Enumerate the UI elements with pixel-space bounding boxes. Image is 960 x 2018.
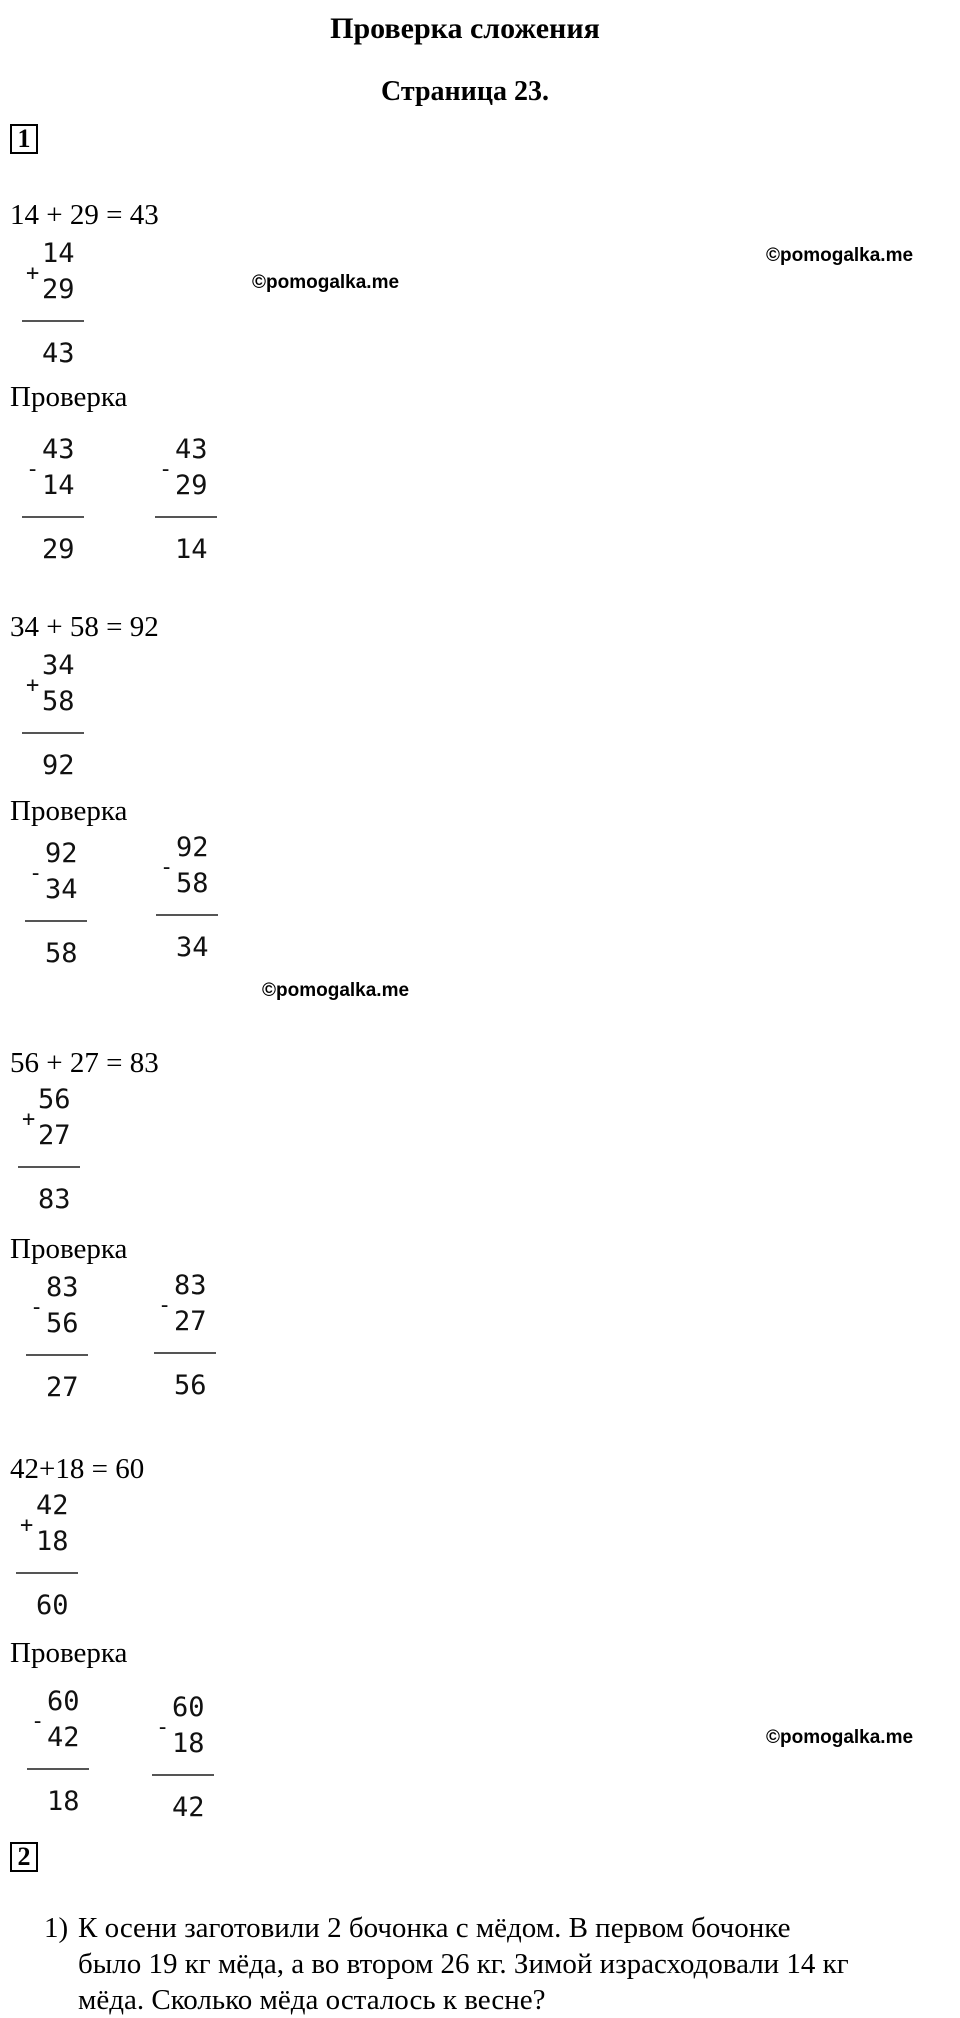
column-subtraction — [152, 1692, 232, 1824]
subtrahend: 29 — [175, 470, 208, 501]
operator: + — [26, 261, 40, 286]
minuend: 43 — [175, 434, 208, 465]
difference: 27 — [46, 1372, 79, 1403]
difference: 14 — [175, 534, 208, 565]
equation: 34 + 58 = 92 — [10, 611, 159, 643]
difference: 18 — [47, 1786, 80, 1817]
column-addition — [22, 238, 102, 370]
problem-line: мёда. Сколько мёда осталось к весне? — [78, 1984, 546, 2016]
operator: + — [20, 1513, 34, 1538]
equation: 56 + 27 = 83 — [10, 1047, 159, 1079]
minuend: 83 — [174, 1270, 207, 1301]
subtrahend: 34 — [45, 874, 78, 905]
check-label: Проверка — [10, 1233, 128, 1265]
column-subtraction — [27, 1686, 107, 1818]
difference: 56 — [174, 1370, 207, 1401]
problem-line: было 19 кг мёда, а во втором 26 кг. Зимой израсходовали 14 кг — [78, 1948, 849, 1980]
addend: 14 — [42, 238, 75, 269]
subtrahend: 18 — [172, 1728, 205, 1759]
operator: - — [30, 1295, 44, 1320]
column-subtraction — [22, 434, 102, 566]
addend: 42 — [36, 1490, 69, 1521]
sum: 43 — [42, 338, 75, 369]
operator: - — [160, 855, 174, 880]
watermark: ©pomogalka.me — [262, 980, 410, 1001]
minuend: 92 — [45, 838, 78, 869]
watermark: ©pomogalka.me — [766, 1727, 914, 1748]
watermark: ©pomogalka.me — [766, 245, 914, 266]
difference: 29 — [42, 534, 75, 565]
column-subtraction — [155, 434, 235, 566]
check-label: Проверка — [10, 795, 128, 827]
operator: + — [22, 1107, 36, 1132]
difference: 34 — [176, 932, 209, 963]
subtrahend: 14 — [42, 470, 75, 501]
result-line — [152, 1774, 214, 1776]
column-addition — [18, 1084, 98, 1216]
sum: 92 — [42, 750, 75, 781]
check-label: Проверка — [10, 381, 128, 413]
sum: 83 — [38, 1184, 71, 1215]
result-line — [155, 516, 217, 518]
word-problem — [44, 1910, 928, 2018]
sum: 60 — [36, 1590, 69, 1621]
page-subtitle: Страница 23. — [381, 76, 549, 107]
addend: 58 — [42, 686, 75, 717]
subtrahend: 42 — [47, 1722, 80, 1753]
column-subtraction — [154, 1270, 234, 1402]
operator: - — [159, 457, 173, 482]
column-subtraction — [25, 838, 105, 970]
result-line — [22, 732, 84, 734]
result-line — [18, 1166, 80, 1168]
problem-number: 1) — [44, 1912, 69, 1944]
addend: 27 — [38, 1120, 71, 1151]
minuend: 92 — [176, 832, 209, 863]
watermark: ©pomogalka.me — [252, 272, 400, 293]
difference: 58 — [45, 938, 78, 969]
equation: 14 + 29 = 43 — [10, 199, 159, 231]
subtrahend: 56 — [46, 1308, 79, 1339]
check-label: Проверка — [10, 1637, 128, 1669]
column-addition — [22, 650, 102, 782]
result-line — [26, 1354, 88, 1356]
operator: - — [29, 861, 43, 886]
operator: - — [26, 457, 40, 482]
task-number-box: 2 — [10, 1842, 38, 1872]
column-addition — [16, 1490, 96, 1622]
addend: 56 — [38, 1084, 71, 1115]
page-title: Проверка сложения — [330, 12, 600, 45]
result-line — [16, 1572, 78, 1574]
task-number-box: 1 — [10, 124, 38, 154]
minuend: 83 — [46, 1272, 79, 1303]
result-line — [22, 516, 84, 518]
difference: 42 — [172, 1792, 205, 1823]
result-line — [27, 1768, 89, 1770]
result-line — [156, 914, 218, 916]
addend: 34 — [42, 650, 75, 681]
operator: - — [156, 1715, 170, 1740]
result-line — [25, 920, 87, 922]
addend: 29 — [42, 274, 75, 305]
operator: + — [26, 673, 40, 698]
addend: 18 — [36, 1526, 69, 1557]
minuend: 60 — [172, 1692, 205, 1723]
column-subtraction — [26, 1272, 106, 1404]
equation: 42+18 = 60 — [10, 1453, 145, 1485]
subtrahend: 27 — [174, 1306, 207, 1337]
result-line — [154, 1352, 216, 1354]
operator: - — [31, 1709, 45, 1734]
minuend: 60 — [47, 1686, 80, 1717]
minuend: 43 — [42, 434, 75, 465]
problem-line: К осени заготовили 2 бочонка с мёдом. В первом бочонке — [78, 1912, 791, 1944]
column-subtraction — [156, 832, 236, 964]
subtrahend: 58 — [176, 868, 209, 899]
operator: - — [158, 1293, 172, 1318]
result-line — [22, 320, 84, 322]
